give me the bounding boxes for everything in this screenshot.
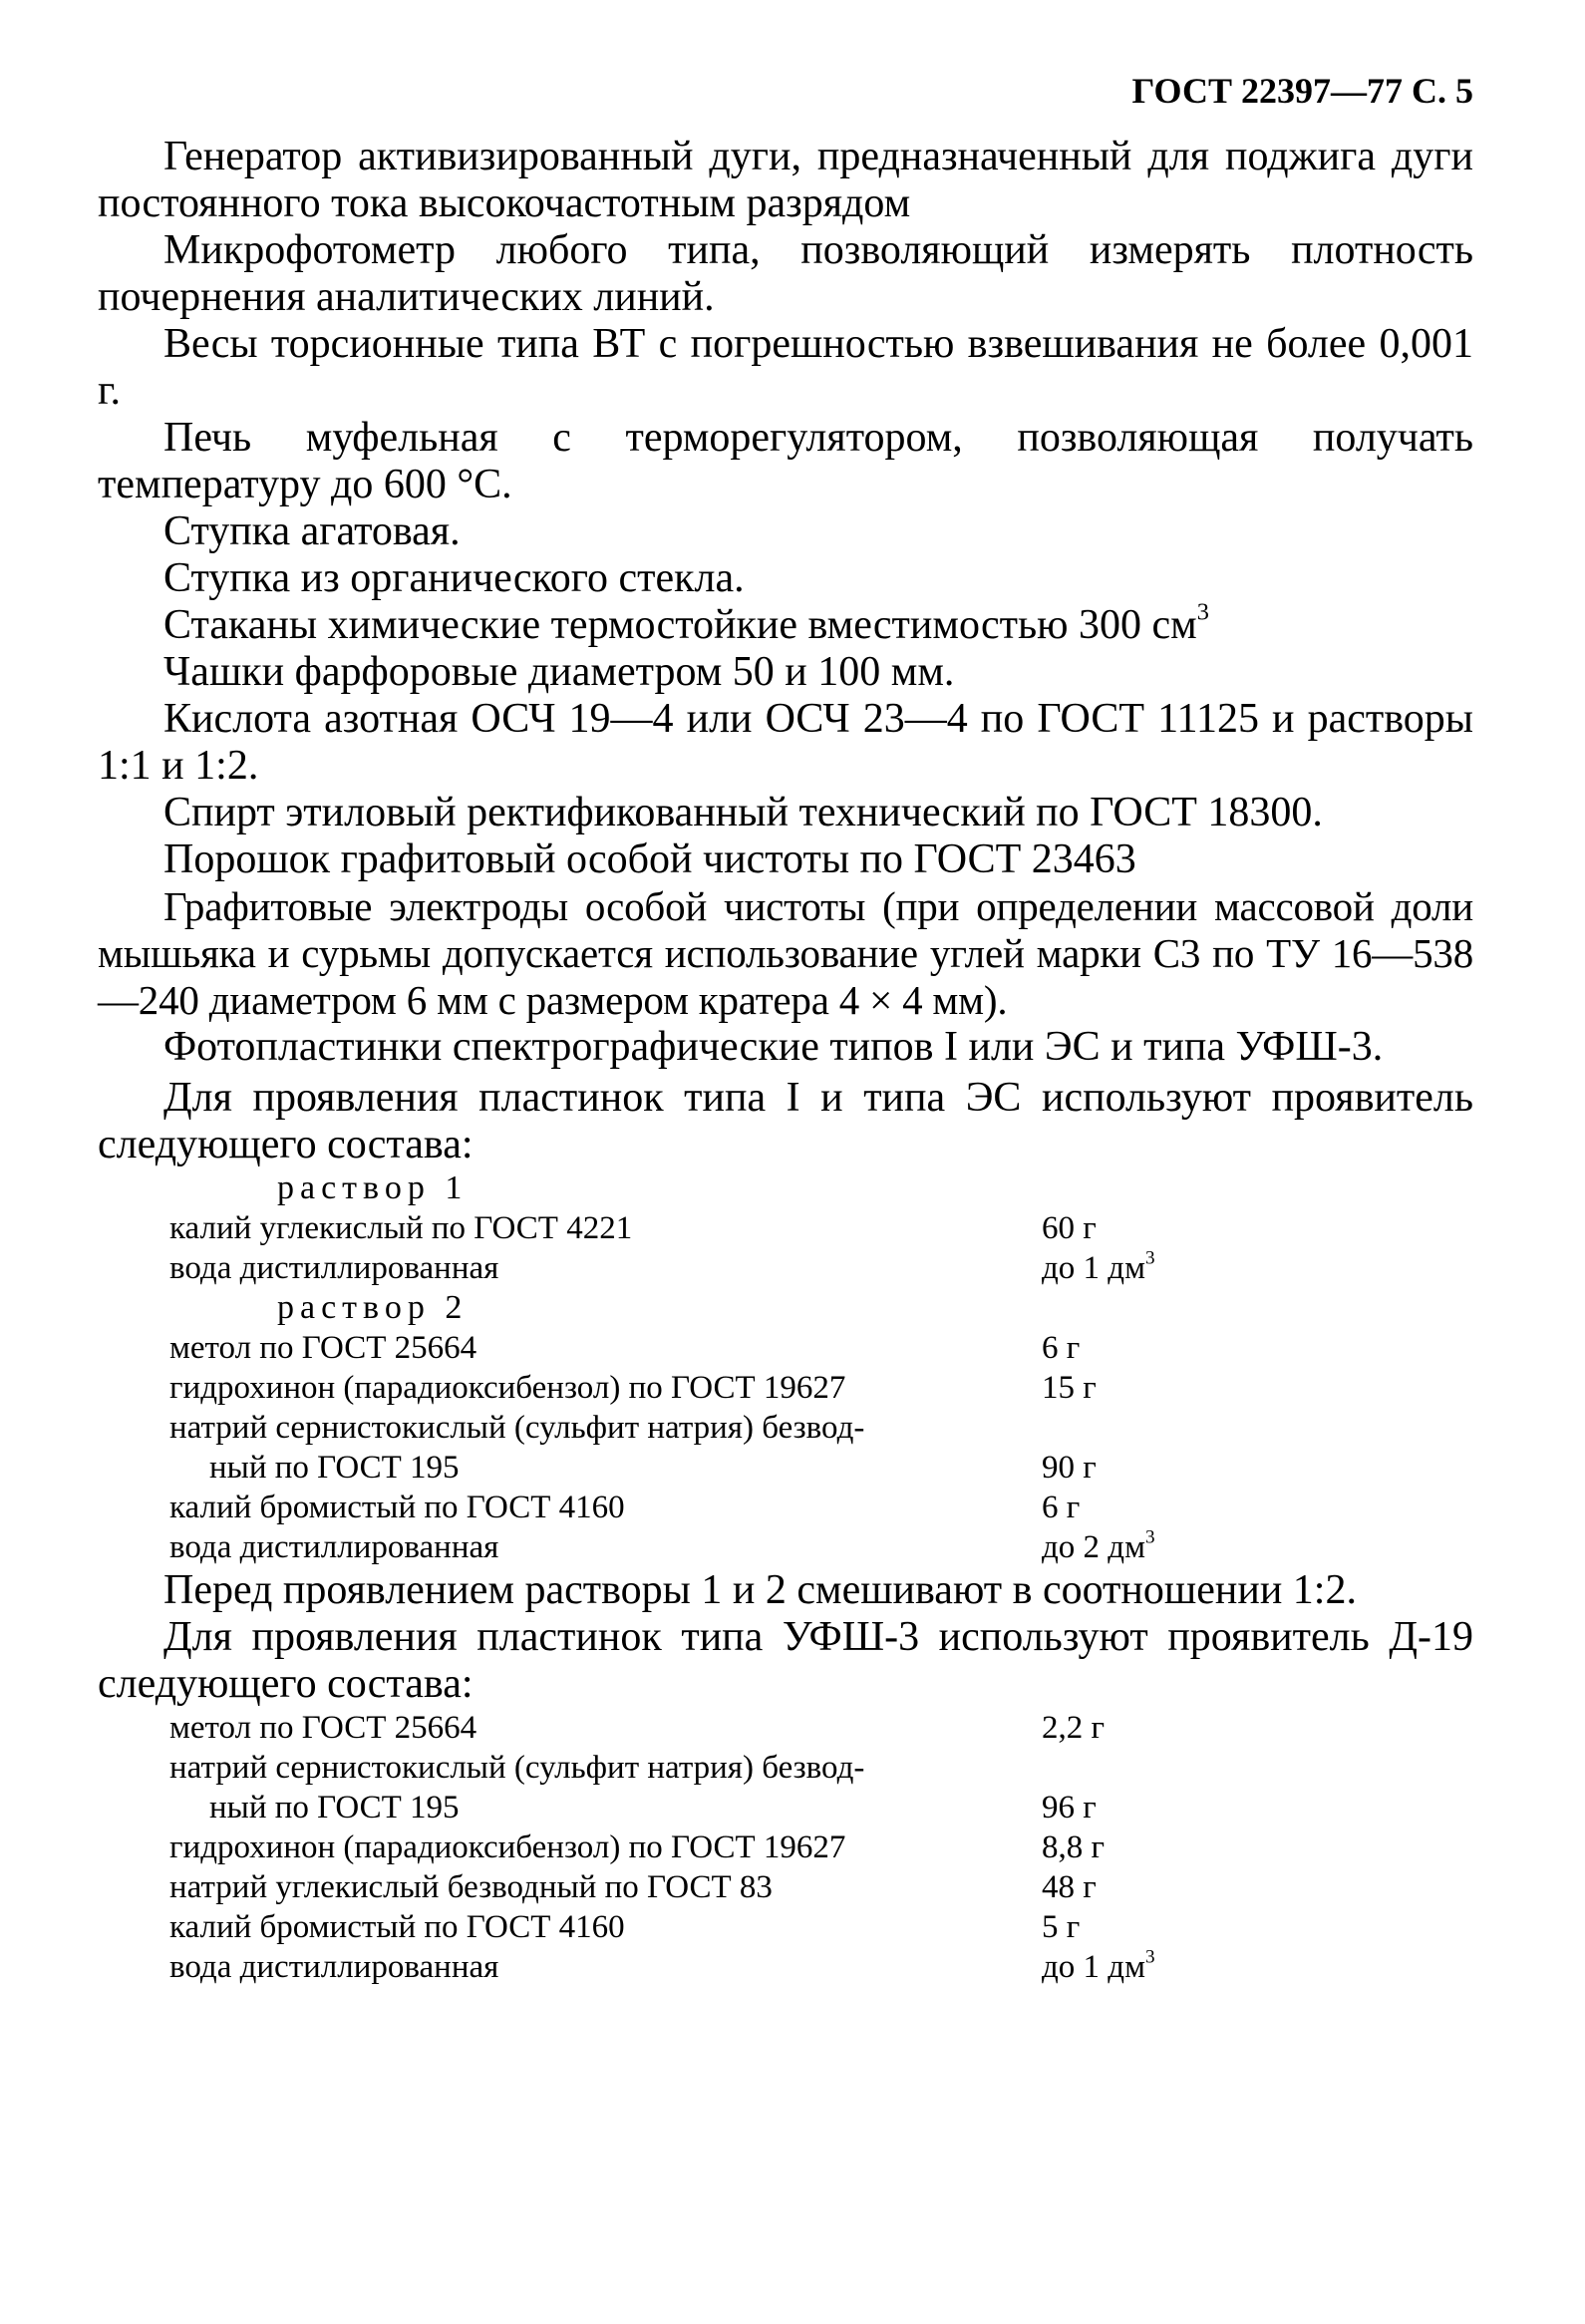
- table-cell-value: 6 г: [1042, 1330, 1081, 1366]
- table-row: [169, 1488, 1396, 1527]
- table-cell-item: ный по ГОСТ 195: [209, 1790, 460, 1826]
- table-cell-value: 8,8 г: [1042, 1829, 1106, 1865]
- table-row: [169, 1907, 1396, 1947]
- table-cell-item: натрий углекислый безводный по ГОСТ 83: [169, 1869, 773, 1905]
- table-cell-item: калий бромистый по ГОСТ 4160: [169, 1490, 625, 1525]
- table-row: [169, 1408, 1396, 1448]
- table-cell-value: 90 г: [1042, 1450, 1097, 1486]
- value-text: до 1 дм: [1042, 1949, 1145, 1985]
- paragraph-graphite-electrodes: Графитовые электроды особой чистоты (при определении массовой доли мышьяка и сурьмы допускается использование углей марки С3 по ТУ 16—538—240 диаметром 6 мм с размером кратера 4 × 4 мм).: [98, 883, 1473, 1023]
- paragraph-beakers: [98, 598, 1473, 649]
- value-text: до 1 дм: [1042, 1250, 1145, 1286]
- paragraph-agate-mortar: Ступка агатовая.: [163, 508, 461, 554]
- table-cell-value: 96 г: [1042, 1790, 1097, 1826]
- superscript-3: 3: [1196, 598, 1209, 626]
- value-text: до 2 дм: [1042, 1529, 1145, 1565]
- developer2-table: [169, 1708, 1396, 1987]
- paragraph-ethanol: Спирт этиловый ректификованный технический по ГОСТ 18300.: [163, 790, 1323, 835]
- solution2-title: раствор 2: [277, 1289, 469, 1326]
- table-cell-item: калий бромистый по ГОСТ 4160: [169, 1909, 625, 1945]
- paragraph-developer-intro: Для проявления пластинок типа I и типа ЭС используют проявитель следующего состава:: [98, 1075, 1473, 1167]
- table-row: [169, 1248, 1396, 1288]
- table-cell-item: калий углекислый по ГОСТ 4221: [169, 1210, 633, 1246]
- page-header: ГОСТ 22397—77 С. 5: [1131, 71, 1473, 111]
- table-row: [169, 1448, 1396, 1488]
- table-row: [169, 1368, 1396, 1408]
- table-cell-item: ный по ГОСТ 195: [209, 1450, 460, 1486]
- table-row: [169, 1748, 1396, 1788]
- table-cell-value: 60 г: [1042, 1210, 1097, 1246]
- beakers-text: Стаканы химические термостойкие вместимостью 300 см: [163, 602, 1197, 648]
- superscript-3: 3: [1144, 1946, 1155, 1968]
- paragraph-developer2-intro: Для проявления пластинок типа УФШ-3 используют проявитель Д-19 следующего состава:: [98, 1614, 1473, 1707]
- paragraph-graphite-powder: Порошок графитовый особой чистоты по ГОСТ 23463: [163, 836, 1136, 882]
- table-row: [169, 1708, 1396, 1748]
- table-cell-value: [1042, 1748, 1396, 1788]
- table-cell-item: метол по ГОСТ 25664: [169, 1710, 477, 1746]
- table-row: [169, 1947, 1396, 1987]
- paragraph-dishes: Чашки фарфоровые диаметром 50 и 100 мм.: [163, 649, 955, 695]
- paragraph-glass-mortar: Ступка из органического стекла.: [163, 555, 745, 601]
- table-cell-item: натрий сернистокислый (сульфит натрия) безвод-: [169, 1750, 865, 1786]
- table-cell-value: 15 г: [1042, 1370, 1097, 1406]
- table-row: [169, 1788, 1396, 1827]
- paragraph-scales: Весы торсионные типа ВТ с погрешностью взвешивания не более 0,001 г.: [98, 321, 1473, 414]
- table-cell-item: вода дистиллированная: [169, 1250, 499, 1286]
- paragraph-generator: Генератор активизированный дуги, предназначенный для поджига дуги постоянного тока высокочастотным разрядом: [98, 134, 1473, 226]
- table-cell-value: 48 г: [1042, 1869, 1097, 1905]
- paragraph-photoplates: Фотопластинки спектрографические типов I или ЭС и типа УФШ-3.: [163, 1024, 1384, 1070]
- solution1-title: раствор 1: [277, 1169, 469, 1206]
- table-cell-value: [1042, 1947, 1396, 1987]
- paragraph-mix-note: Перед проявлением растворы 1 и 2 смешивают в соотношении 1:2.: [163, 1567, 1357, 1613]
- superscript-3: 3: [1144, 1247, 1155, 1269]
- table-cell-value: 6 г: [1042, 1490, 1081, 1525]
- paragraph-nitric-acid: Кислота азотная ОСЧ 19—4 или ОСЧ 23—4 по ГОСТ 11125 и растворы 1:1 и 1:2.: [98, 696, 1473, 789]
- table-cell-value: 5 г: [1042, 1909, 1081, 1945]
- table-cell-value: [1042, 1527, 1396, 1567]
- table-cell-item: гидрохинон (парадиоксибензол) по ГОСТ 19627: [169, 1370, 846, 1406]
- table-row: [169, 1328, 1396, 1368]
- table-cell-item: вода дистиллированная: [169, 1529, 499, 1565]
- table-cell-value: 2,2 г: [1042, 1710, 1106, 1746]
- table-cell-item: вода дистиллированная: [169, 1949, 499, 1985]
- paragraph-furnace: Печь муфельная с терморегулятором, позволяющая получать температуру до 600 °С.: [98, 415, 1473, 507]
- table-cell-item: метол по ГОСТ 25664: [169, 1330, 477, 1366]
- document-page: [98, 68, 1473, 1987]
- developer1-table: [169, 1168, 1396, 1567]
- table-cell-item: гидрохинон (парадиоксибензол) по ГОСТ 19627: [169, 1829, 846, 1865]
- table-row: [169, 1527, 1396, 1567]
- table-cell-value: [1042, 1408, 1396, 1448]
- paragraph-microphotometer: Микрофотометр любого типа, позволяющий измерять плотность почернения аналитических линий.: [98, 227, 1473, 320]
- table-cell-value: [1042, 1248, 1396, 1288]
- table-row: [169, 1208, 1396, 1248]
- superscript-3: 3: [1144, 1526, 1155, 1548]
- table-cell-item: натрий сернистокислый (сульфит натрия) безвод-: [169, 1410, 865, 1446]
- table-row: [169, 1867, 1396, 1907]
- table-row: [169, 1827, 1396, 1867]
